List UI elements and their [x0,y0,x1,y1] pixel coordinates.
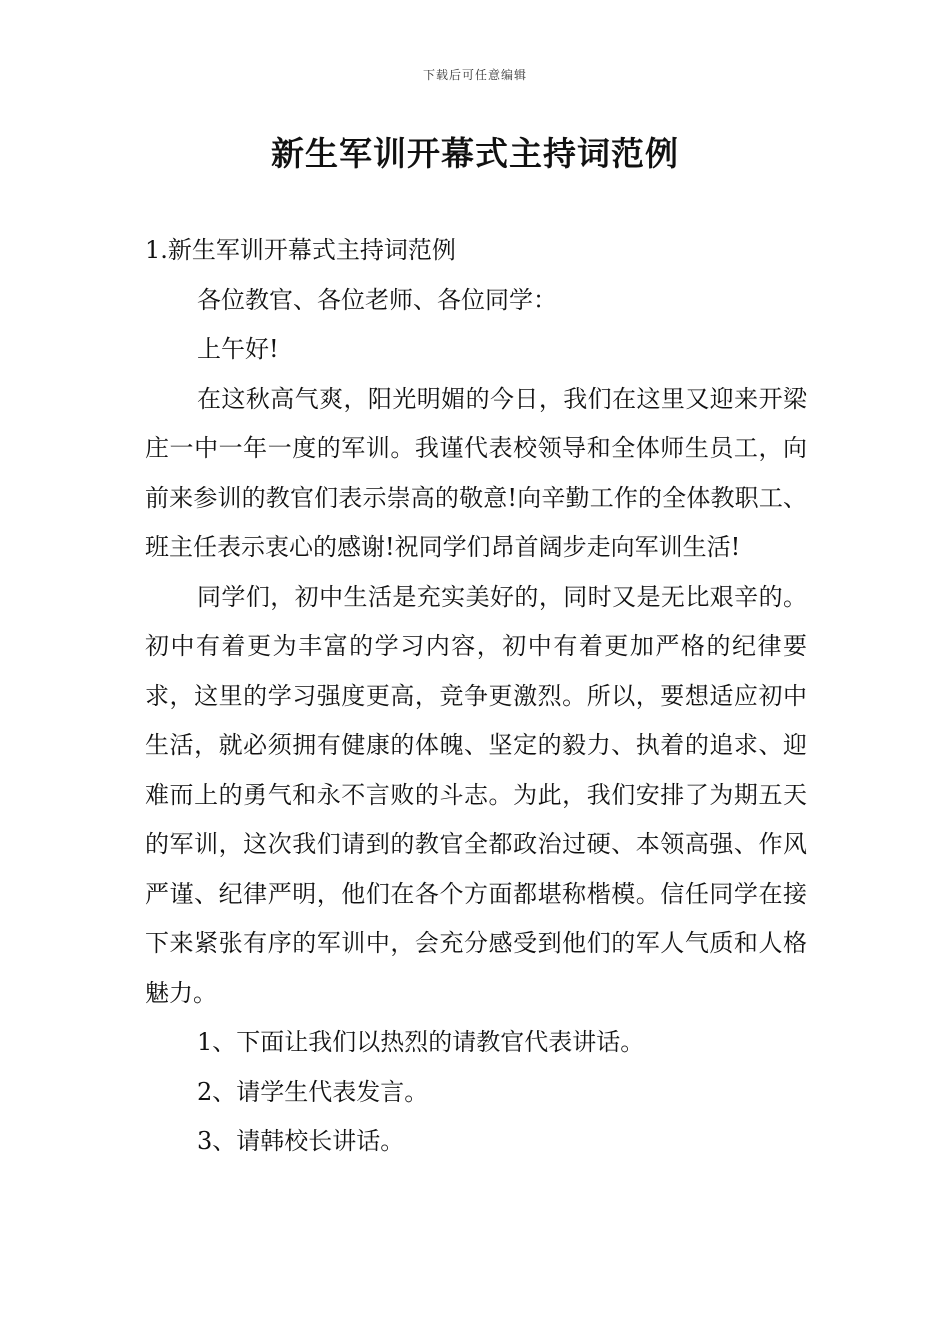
header-note: 下载后可任意编辑 [422,68,527,82]
section-heading: 1.新生军训开幕式主持词范例 [145,236,456,264]
agenda-item: 2、请学生代表发言。 [197,1077,429,1106]
salutation: 各位教官、各位老师、各位同学： [197,285,557,314]
document-body [145,226,807,1167]
greeting: 上午好! [197,335,279,363]
document-title: 新生军训开幕式主持词范例 [271,134,679,173]
agenda-item: 1、下面让我们以热烈的请教官代表讲话。 [197,1028,645,1056]
paragraph: 同学们，初中生活是充实美好的，同时又是无比艰辛的。初中有着更为丰富的学习内容，初中有着更加严格的纪律要求，这里的学习强度更高，竞争更激烈。所以，要想适应初中生活，就必须拥有健康的体魄、坚定的毅力、执着的追求、迎难而上的勇气和永不言败的斗志。为此，我们安排了为期五天的军训，这次我们请到的教官全都政治过硬、本领高强、作风严谨、纪律严明，他们在各个方面都堪称楷模。信任同学在接下来紧张有序的军训中，会充分感受到他们的军人气质和人格魅力。 [145,582,807,1007]
paragraph: 在这秋高气爽，阳光明媚的今日，我们在这里又迎来开梁庄一中一年一度的军训。我谨代表校领导和全体师生员工，向前来参训的教官们表示崇高的敬意!向辛勤工作的全体教职工、班主任表示衷心的感谢!祝同学们昂首阔步走向军训生活! [145,384,807,561]
agenda-item: 3、请韩校长讲话。 [197,1127,405,1155]
